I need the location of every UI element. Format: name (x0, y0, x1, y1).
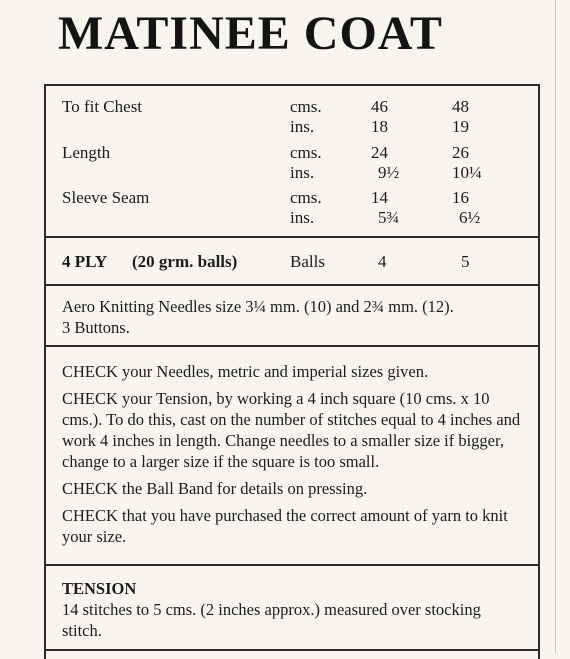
length-unit-ins: ins. (290, 163, 315, 182)
check-yarn-amount: CHECK that you have purchased the correct amount of yarn to knit your size. (62, 506, 508, 546)
chest-size1-ins: 18 (371, 117, 388, 136)
sleeve-unit-cms: cms. (290, 188, 322, 207)
check-ball-band: CHECK the Ball Band for details on pressing. (62, 479, 368, 498)
divider (44, 345, 540, 347)
page-title: MATINEE COAT (58, 7, 443, 60)
needles-section (62, 296, 524, 338)
tension-text: 14 stitches to 5 cms. (2 inches approx.) measured over stocking stitch. (62, 600, 481, 640)
length-size2-cms: 26 (452, 143, 469, 162)
chest-size1-cms: 46 (371, 97, 388, 116)
sleeve-unit-ins: ins. (290, 208, 315, 227)
needles-text: Aero Knitting Needles size 3¼ mm. (10) and 2¾ mm. (12). (62, 297, 454, 316)
sleeve-size1-ins: 5¾ (378, 208, 400, 227)
length-label: Length (62, 143, 111, 162)
yarn-ply: 4 PLY (62, 252, 108, 271)
sleeve-size2-cms: 16 (452, 188, 469, 207)
length-size1-cms: 24 (371, 143, 388, 162)
tension-section (62, 578, 524, 641)
page-edge (555, 0, 556, 653)
chest-unit-cms: cms. (290, 97, 322, 116)
yarn-size2-balls: 5 (461, 252, 470, 271)
length-size2-ins: 10¼ (452, 163, 482, 182)
divider (44, 564, 540, 566)
check-needles: CHECK your Needles, metric and imperial sizes given. (62, 362, 429, 381)
divider (44, 284, 540, 286)
length-unit-cms: cms. (290, 143, 322, 162)
divider (44, 649, 540, 651)
yarn-unit: Balls (290, 252, 325, 271)
sleeve-size2-ins: 6½ (459, 208, 481, 227)
checklist (62, 361, 524, 553)
length-size1-ins: 9½ (378, 163, 400, 182)
divider (44, 236, 540, 238)
chest-label: To fit Chest (62, 97, 143, 116)
sleeve-label: Sleeve Seam (62, 188, 150, 207)
yarn-size1-balls: 4 (378, 252, 387, 271)
yarn-ball-weight: (20 grm. balls) (132, 252, 238, 271)
chest-size2-cms: 48 (452, 97, 469, 116)
sleeve-size1-cms: 14 (371, 188, 388, 207)
tension-heading: TENSION (62, 579, 137, 598)
chest-unit-ins: ins. (290, 117, 315, 136)
buttons-text: 3 Buttons. (62, 318, 130, 337)
check-tension: CHECK your Tension, by working a 4 inch square (10 cms. x 10 cms.). To do this, cast on the number of stitches equal to 4 inches and work 4 inches in length. Change needles to a smaller size if bigger, change to a larger size if the square is too small. (62, 389, 521, 471)
chest-size2-ins: 19 (452, 117, 469, 136)
